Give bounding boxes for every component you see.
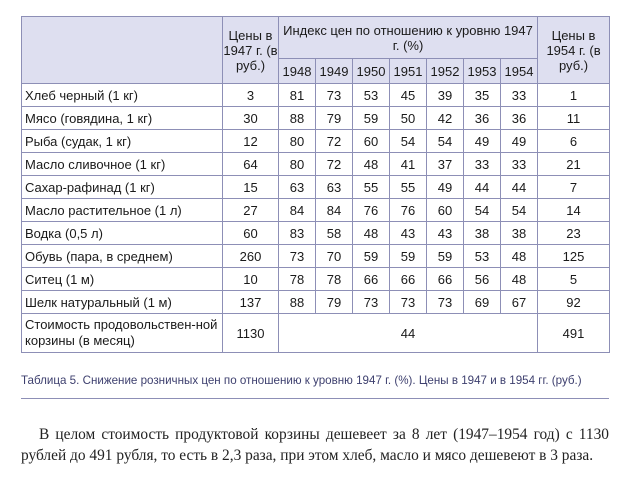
index-cell: 69 <box>464 291 501 314</box>
index-cell: 35 <box>464 84 501 107</box>
product-name: Ситец (1 м) <box>22 268 223 291</box>
index-cell: 73 <box>390 291 427 314</box>
product-name: Водка (0,5 л) <box>22 222 223 245</box>
index-cell: 66 <box>390 268 427 291</box>
price-1954-cell: 14 <box>538 199 610 222</box>
index-cell: 44 <box>464 176 501 199</box>
table-caption <box>21 374 611 387</box>
index-cell: 73 <box>316 84 353 107</box>
index-cell: 88 <box>279 107 316 130</box>
index-cell: 54 <box>427 130 464 153</box>
index-cell: 56 <box>464 268 501 291</box>
total-label: Стоимость продовольствен-ной корзины (в месяц) <box>22 314 223 353</box>
index-cell: 38 <box>464 222 501 245</box>
index-cell: 54 <box>501 199 538 222</box>
index-cell: 55 <box>353 176 390 199</box>
index-cell: 55 <box>390 176 427 199</box>
index-cell: 59 <box>353 245 390 268</box>
index-cell: 80 <box>279 153 316 176</box>
price-1954-cell: 125 <box>538 245 610 268</box>
caption-divider <box>21 398 609 399</box>
table-row <box>22 107 610 130</box>
index-cell: 38 <box>501 222 538 245</box>
index-cell: 33 <box>464 153 501 176</box>
body-paragraph: В целом стоимость продуктовой корзины дешевеет за 8 лет (1947–1954 год) с 1130 рублей до 491 рубля, то есть в 2,3 раза, при этом хлеб, масло и мясо дешевеют в 3 раза. <box>21 426 609 464</box>
header-year: 1950 <box>353 59 390 84</box>
product-name: Масло растительное (1 л) <box>22 199 223 222</box>
index-cell: 53 <box>464 245 501 268</box>
index-cell: 73 <box>353 291 390 314</box>
price-table <box>21 16 610 353</box>
index-cell: 54 <box>390 130 427 153</box>
index-cell: 72 <box>316 130 353 153</box>
header-price-1947: Цены в 1947 г. (в руб.) <box>223 17 279 84</box>
price-1947-cell: 15 <box>223 176 279 199</box>
index-cell: 36 <box>501 107 538 130</box>
index-cell: 84 <box>279 199 316 222</box>
table-row <box>22 130 610 153</box>
table-row <box>22 245 610 268</box>
index-cell: 63 <box>279 176 316 199</box>
index-cell: 66 <box>427 268 464 291</box>
index-cell: 43 <box>427 222 464 245</box>
header-year: 1948 <box>279 59 316 84</box>
index-cell: 58 <box>316 222 353 245</box>
index-cell: 44 <box>501 176 538 199</box>
price-1947-cell: 10 <box>223 268 279 291</box>
total-index: 44 <box>279 314 538 353</box>
product-name: Масло сливочное (1 кг) <box>22 153 223 176</box>
price-1954-cell: 5 <box>538 268 610 291</box>
product-name: Рыба (судак, 1 кг) <box>22 130 223 153</box>
table-body <box>22 84 610 353</box>
table-row <box>22 291 610 314</box>
index-cell: 50 <box>390 107 427 130</box>
index-cell: 49 <box>427 176 464 199</box>
index-cell: 43 <box>390 222 427 245</box>
price-1954-cell: 1 <box>538 84 610 107</box>
table-row <box>22 176 610 199</box>
index-cell: 67 <box>501 291 538 314</box>
index-cell: 33 <box>501 153 538 176</box>
index-cell: 48 <box>353 222 390 245</box>
table-row <box>22 153 610 176</box>
index-cell: 39 <box>427 84 464 107</box>
price-1954-cell: 6 <box>538 130 610 153</box>
total-price-1947: 1130 <box>223 314 279 353</box>
header-year: 1953 <box>464 59 501 84</box>
index-cell: 66 <box>353 268 390 291</box>
caption-label: Таблица 5. <box>21 374 80 387</box>
index-cell: 48 <box>501 268 538 291</box>
table-row <box>22 268 610 291</box>
price-1954-cell: 7 <box>538 176 610 199</box>
product-name: Сахар-рафинад (1 кг) <box>22 176 223 199</box>
index-cell: 73 <box>427 291 464 314</box>
product-name: Хлеб черный (1 кг) <box>22 84 223 107</box>
index-cell: 49 <box>464 130 501 153</box>
index-cell: 45 <box>390 84 427 107</box>
product-name: Обувь (пара, в среднем) <box>22 245 223 268</box>
index-cell: 59 <box>353 107 390 130</box>
table-row <box>22 84 610 107</box>
price-1947-cell: 137 <box>223 291 279 314</box>
header-year: 1951 <box>390 59 427 84</box>
index-cell: 76 <box>390 199 427 222</box>
index-cell: 33 <box>501 84 538 107</box>
header-index-group: Индекс цен по отношению к уровню 1947 г. (%) <box>279 17 538 59</box>
index-cell: 76 <box>353 199 390 222</box>
price-1947-cell: 12 <box>223 130 279 153</box>
index-cell: 41 <box>390 153 427 176</box>
index-cell: 42 <box>427 107 464 130</box>
index-cell: 53 <box>353 84 390 107</box>
price-1954-cell: 11 <box>538 107 610 130</box>
index-cell: 59 <box>427 245 464 268</box>
header-year: 1952 <box>427 59 464 84</box>
index-cell: 48 <box>501 245 538 268</box>
index-cell: 63 <box>316 176 353 199</box>
price-1947-cell: 260 <box>223 245 279 268</box>
index-cell: 49 <box>501 130 538 153</box>
index-cell: 60 <box>353 130 390 153</box>
index-cell: 48 <box>353 153 390 176</box>
index-cell: 83 <box>279 222 316 245</box>
table-row <box>22 222 610 245</box>
index-cell: 78 <box>279 268 316 291</box>
header-price-1954: Цены в 1954 г. (в руб.) <box>538 17 610 84</box>
index-cell: 79 <box>316 107 353 130</box>
caption-text: Снижение розничных цен по отношению к уровню 1947 г. (%). Цены в 1947 и в 1954 гг. (руб.) <box>79 374 582 387</box>
index-cell: 70 <box>316 245 353 268</box>
price-1954-cell: 21 <box>538 153 610 176</box>
header-year: 1949 <box>316 59 353 84</box>
index-cell: 54 <box>464 199 501 222</box>
index-cell: 78 <box>316 268 353 291</box>
index-cell: 59 <box>390 245 427 268</box>
price-1954-cell: 92 <box>538 291 610 314</box>
price-1954-cell: 23 <box>538 222 610 245</box>
index-cell: 73 <box>279 245 316 268</box>
table-row <box>22 199 610 222</box>
table-row-total <box>22 314 610 353</box>
index-cell: 72 <box>316 153 353 176</box>
product-name: Мясо (говядина, 1 кг) <box>22 107 223 130</box>
index-cell: 88 <box>279 291 316 314</box>
product-name: Шелк натуральный (1 м) <box>22 291 223 314</box>
price-1947-cell: 30 <box>223 107 279 130</box>
index-cell: 37 <box>427 153 464 176</box>
header-year: 1954 <box>501 59 538 84</box>
index-cell: 84 <box>316 199 353 222</box>
price-1947-cell: 3 <box>223 84 279 107</box>
index-cell: 36 <box>464 107 501 130</box>
index-cell: 79 <box>316 291 353 314</box>
index-cell: 81 <box>279 84 316 107</box>
price-1947-cell: 64 <box>223 153 279 176</box>
index-cell: 60 <box>427 199 464 222</box>
price-table-container <box>21 16 609 353</box>
price-1947-cell: 60 <box>223 222 279 245</box>
total-price-1954: 491 <box>538 314 610 353</box>
price-1947-cell: 27 <box>223 199 279 222</box>
header-product <box>22 17 223 84</box>
index-cell: 80 <box>279 130 316 153</box>
